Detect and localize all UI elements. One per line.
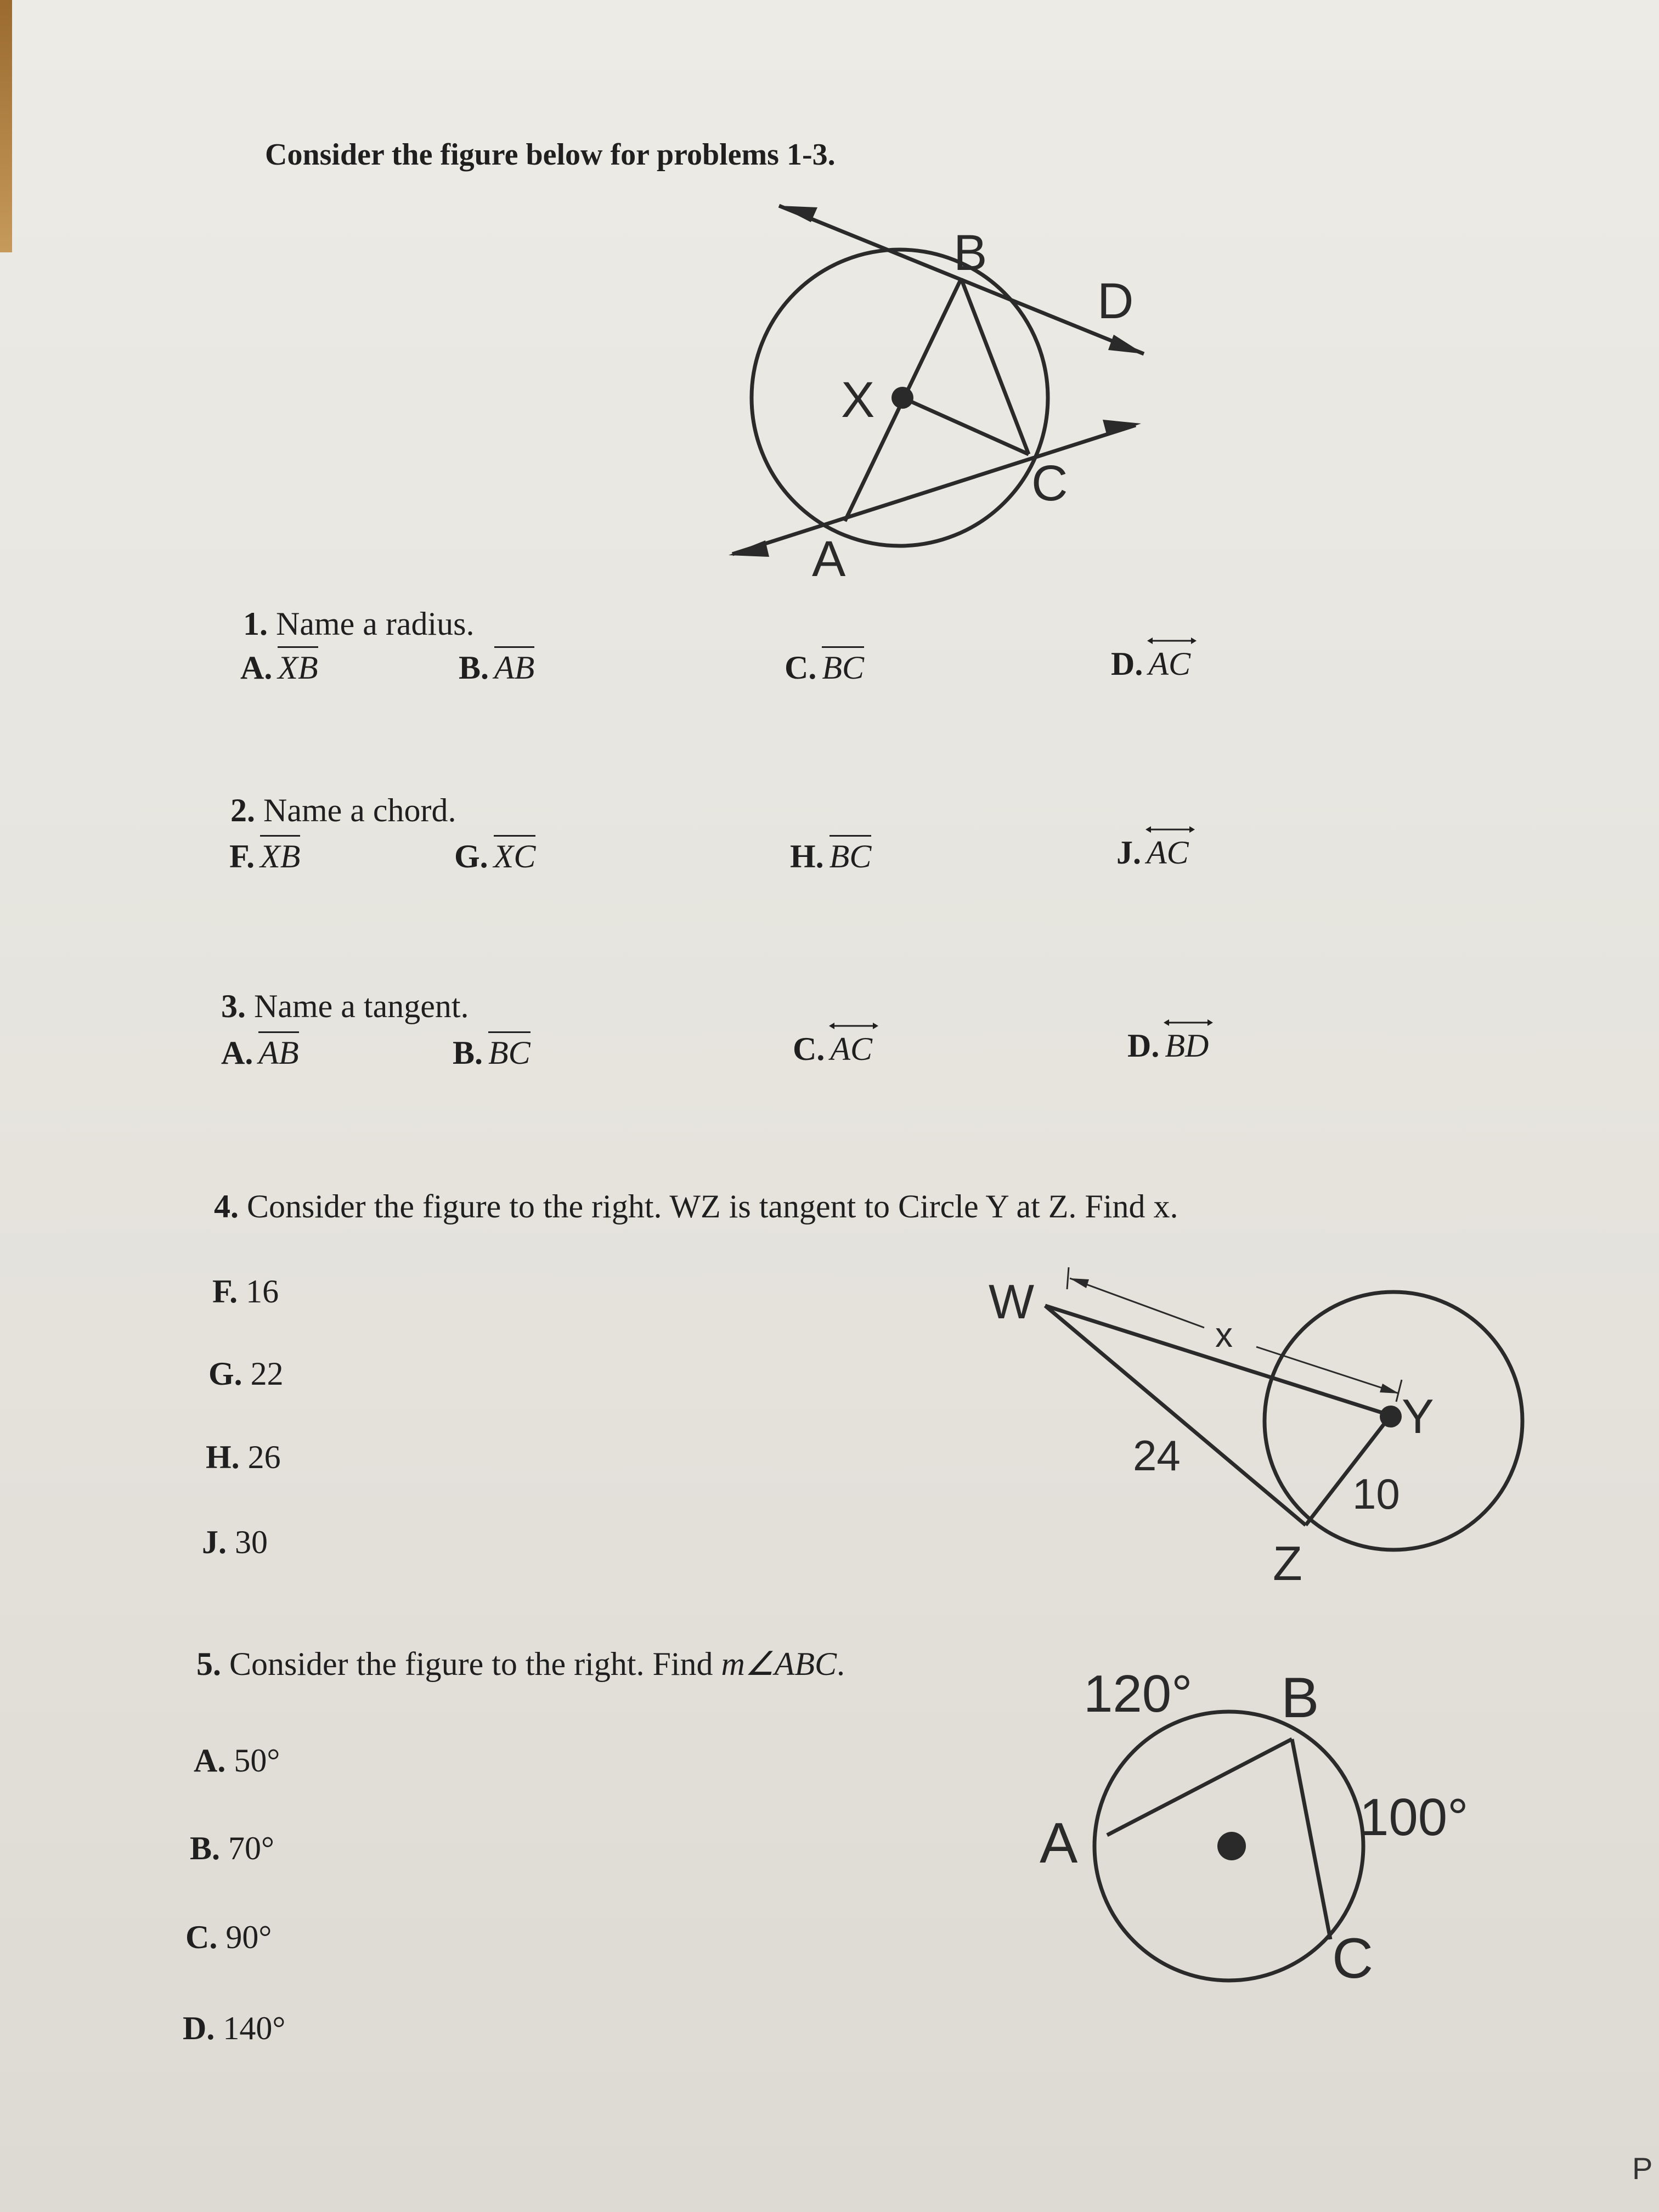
question-1-text: Name a radius. (276, 606, 475, 642)
q2-option-j-value: AC (1147, 834, 1189, 871)
question-2-text: Name a chord. (263, 792, 456, 828)
question-5-angle: m∠ABC (721, 1646, 837, 1682)
q3-option-c-letter: C. (793, 1031, 825, 1067)
q5-option-b-letter: B. (190, 1830, 221, 1866)
q3-option-b-value: BC (488, 1031, 531, 1072)
q1-option-c-value: BC (822, 646, 864, 687)
q5-option-a-letter: A. (194, 1742, 226, 1779)
q3-option-a-letter: A. (221, 1035, 253, 1071)
q2-option-g-value: XC (494, 835, 536, 876)
label-a: A (812, 531, 846, 587)
q4-option-f-letter: F. (212, 1273, 238, 1310)
label-x-length: x (1215, 1315, 1233, 1355)
q5-option-c-letter: C. (185, 1919, 218, 1955)
chord-ab-5 (1107, 1739, 1292, 1835)
q4-option-h-value: 26 (247, 1439, 281, 1475)
q5-option-c-value: 90° (225, 1919, 272, 1955)
label-y: Y (1402, 1389, 1434, 1443)
q5-option-b-value: 70° (228, 1830, 275, 1866)
q3-option-c-value: AC (830, 1031, 873, 1067)
label-d: D (1097, 273, 1134, 329)
q5-option-a-value: 50° (234, 1742, 280, 1779)
q1-option-a-value: XB (278, 646, 318, 687)
label-c-5: C (1332, 1927, 1374, 1990)
q4-option-f-value: 16 (246, 1273, 279, 1310)
label-w: W (989, 1274, 1035, 1329)
q2-option-h-value: BC (830, 835, 872, 876)
q4-option-j-value: 30 (235, 1524, 268, 1560)
label-length-24: 24 (1133, 1431, 1181, 1480)
label-b-5: B (1281, 1666, 1319, 1730)
question-4-number: 4. (214, 1188, 239, 1224)
q1-option-d-letter: D. (1111, 646, 1143, 682)
q2-option-f-letter: F. (229, 838, 255, 874)
q1-option-b-letter: B. (459, 650, 489, 686)
q5-option-d-letter: D. (183, 2010, 215, 2046)
q3-option-d-value: BD (1165, 1028, 1209, 1064)
q4-option-g-value: 22 (250, 1356, 284, 1392)
q2-option-h-letter: H. (790, 838, 824, 874)
q2-option-f-value: XB (260, 835, 300, 876)
label-x: X (841, 372, 875, 428)
question-4-text: Consider the figure to the right. WZ is tangent to Circle Y at Z. Find x. (247, 1188, 1178, 1224)
question-3-text: Name a tangent. (254, 988, 469, 1024)
question-1-number: 1. (243, 606, 268, 642)
q1-option-b-value: AB (494, 646, 534, 687)
q2-option-j-letter: J. (1116, 834, 1141, 871)
page-number-fragment: P (1632, 2151, 1653, 2186)
label-b: B (953, 225, 988, 281)
label-arc-100: 100° (1359, 1788, 1469, 1847)
label-length-10: 10 (1352, 1470, 1400, 1518)
q4-option-j-letter: J. (202, 1524, 227, 1560)
question-5-period: . (837, 1646, 845, 1682)
label-a-5: A (1040, 1812, 1078, 1875)
q3-option-a-value: AB (258, 1031, 298, 1072)
q4-option-g-letter: G. (208, 1356, 242, 1392)
q1-option-d-value: AC (1148, 646, 1191, 682)
question-5-number: 5. (196, 1646, 221, 1682)
q1-option-c-letter: C. (785, 650, 817, 686)
q1-option-a-letter: A. (240, 650, 273, 686)
q5-option-d-value: 140° (223, 2010, 286, 2046)
q4-option-h-letter: H. (206, 1439, 240, 1475)
label-arc-120: 120° (1084, 1664, 1193, 1723)
q3-option-d-letter: D. (1127, 1028, 1160, 1064)
label-c: C (1031, 455, 1068, 511)
question-3-number: 3. (221, 988, 246, 1024)
question-5-text: Consider the figure to the right. Find (229, 1646, 721, 1682)
instruction-text: Consider the figure below for problems 1-3. (265, 138, 836, 172)
center-point-5 (1217, 1832, 1246, 1860)
label-z: Z (1273, 1536, 1302, 1590)
question-2-number: 2. (230, 792, 255, 828)
q3-option-b-letter: B. (453, 1035, 483, 1071)
chord-bc-5 (1292, 1739, 1330, 1939)
q2-option-g-letter: G. (454, 838, 488, 874)
